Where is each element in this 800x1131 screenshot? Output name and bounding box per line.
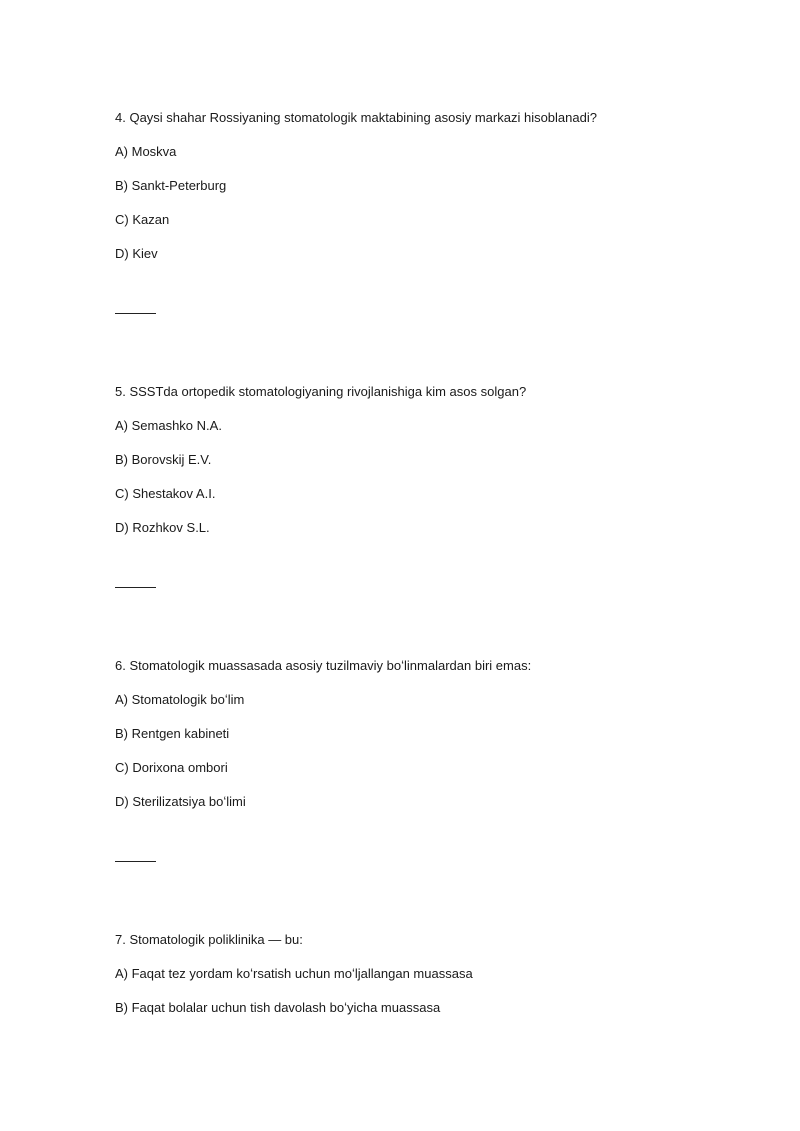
answer-option-b: B) Sankt-Peterburg	[115, 178, 227, 193]
document-page	[115, 108, 715, 1032]
answer-option-a: A) Faqat tez yordam koʻrsatish uchun moʻljallangan muassasa	[115, 966, 473, 981]
question-block-5	[115, 382, 715, 538]
answer-option-c: C) Shestakov A.I.	[115, 486, 216, 501]
question-text: 7. Stomatologik poliklinika — bu:	[115, 932, 303, 947]
answer-option-d: D) Sterilizatsiya boʻlimi	[115, 794, 246, 809]
answer-option-a: A) Moskva	[115, 144, 177, 159]
answer-option-d: D) Rozhkov S.L.	[115, 520, 210, 535]
answer-option-a: A) Semashko N.A.	[115, 418, 222, 433]
answer-option-b: B) Borovskij E.V.	[115, 452, 212, 467]
answer-option-c: C) Dorixona ombori	[115, 760, 228, 775]
question-text: 4. Qaysi shahar Rossiyaning stomatologik maktabining asosiy markazi hisoblanadi?	[115, 110, 597, 125]
answer-option-b: B) Rentgen kabineti	[115, 726, 230, 741]
question-block-7	[115, 930, 715, 1018]
answer-option-c: C) Kazan	[115, 212, 170, 227]
question-text: 6. Stomatologik muassasada asosiy tuzilmaviy boʻlinmalardan biri emas:	[115, 658, 532, 673]
question-block-4	[115, 108, 715, 264]
answer-option-a: A) Stomatologik boʻlim	[115, 692, 245, 707]
question-text: 5. SSSTda ortopedik stomatologiyaning rivojlanishiga kim asos solgan?	[115, 384, 527, 399]
question-block-6	[115, 656, 715, 812]
answer-option-d: D) Kiev	[115, 246, 158, 261]
answer-option-b: B) Faqat bolalar uchun tish davolash boʻyicha muassasa	[115, 1000, 441, 1015]
